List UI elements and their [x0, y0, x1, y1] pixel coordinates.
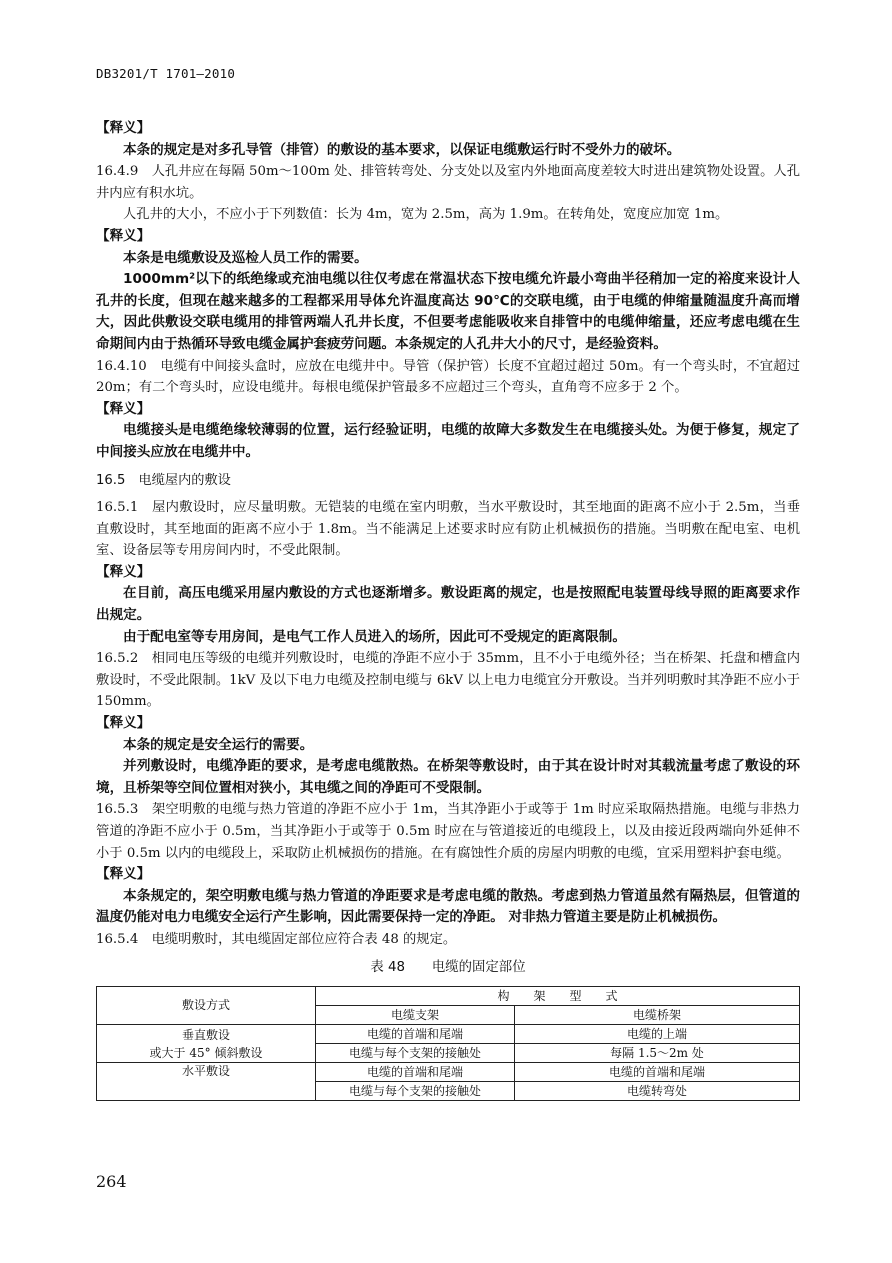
- cell-vertical-line1: 垂直敷设: [181, 1027, 230, 1042]
- table-cell: 电缆转弯处: [515, 1082, 800, 1101]
- body-paragraph: 16.5.2 相同电压等级的电缆并列敷设时，电缆的净距不应小于 35mm，且不小于电缆外径；当在桥架、托盘和槽盒内敷设时，不受此限制。1kV 及以下电力电缆及控制电缆与 6kV 以上电力电缆宜分开敷设。当并列明敷时其净距不应小于 150mm。: [96, 651, 800, 710]
- page-number: 264: [96, 1172, 127, 1191]
- body-paragraph: 并列敷设时，电缆净距的要求，是考虑电缆散热。在桥架等敷设时，由于其在设计时对其载流量考虑了敷设的环境，且桥架等空间位置相对狭小，其电缆之间的净距可不受限制。: [96, 758, 800, 796]
- table-cell: 电缆与每个支架的接触处: [316, 1044, 515, 1063]
- body-paragraph: 1000mm²以下的纸绝缘或充油电缆以往仅考虑在常温状态下按电缆允许最小弯曲半径稍加一定的裕度来设计人孔井的长度，但现在越来越多的工程都采用导体允许温度高达 90℃的交联电缆，由于电缆的伸缩量随温度升高而增大，因此供敷设交联电缆用的排管两端人孔井长度，不但要考虑能吸收来自排管中的电缆伸缩量，还应考虑电缆在生命期间内由于热循环导致电缆金属护套疲劳问题。本条规定的人孔井大小的尺寸，是经验资料。: [96, 271, 800, 352]
- cell-vertical-line2: 或大于 45° 倾斜敷设: [149, 1045, 263, 1060]
- interpretation-heading: 【释义】: [96, 563, 151, 580]
- body-paragraph: 本条是电缆敷设及巡检人员工作的需要。: [123, 249, 368, 266]
- body-paragraph: 16.5 电缆屋内的敷设: [96, 472, 231, 488]
- col-header-frame-type: 构 架 型 式: [316, 987, 800, 1006]
- cable-fixing-table: [96, 986, 800, 1101]
- col-header-cable-bracket: 电缆支架: [316, 1006, 515, 1025]
- interpretation-heading: 【释义】: [96, 400, 151, 417]
- table-cell: 电缆的首端和尾端: [316, 1025, 515, 1044]
- col-header-cable-tray: 电缆桥架: [515, 1006, 800, 1025]
- col-header-laying-method: 敷设方式: [97, 987, 316, 1025]
- body-paragraph: 本条的规定是对多孔导管（排管）的敷设的基本要求，以保证电缆敷运行时不受外力的破坏。: [123, 141, 681, 158]
- document-header-id: DB3201/T 1701—2010: [96, 66, 236, 81]
- body-paragraph: 人孔井的大小，不应小于下列数值：长为 4m，宽为 2.5m，高为 1.9m。在转角处，宽度应加宽 1m。: [123, 207, 729, 223]
- table-row: [97, 1025, 800, 1044]
- table-cell: 电缆的上端: [515, 1025, 800, 1044]
- body-paragraph: 16.5.3 架空明敷的电缆与热力管道的净距不应小于 1m，当其净距小于或等于 1m 时应采取隔热措施。电缆与非热力管道的净距不应小于 0.5m，当其净距小于或等于 0.5m 时应在与管道接近的电缆段上，以及由接近段两端向外延伸不小于 0.5m 以内的电缆段上，采取防止机械损伤的措施。在有腐蚀性介质的房屋内明敷的电缆，宜采用塑料护套电缆。: [96, 802, 800, 861]
- interpretation-heading: 【释义】: [96, 866, 151, 883]
- body-paragraph: 由于配电室等专用房间，是电气工作人员进入的场所，因此可不受规定的距离限制。: [123, 628, 626, 645]
- page-body: [96, 118, 800, 1101]
- table-header-row: [97, 987, 800, 1006]
- body-paragraph: 16.4.9 人孔井应在每隔 50m～100m 处、排管转弯处、分支处以及室内外地面高度差较大时进出建筑物处设置。人孔井内应有积水坑。: [96, 164, 800, 201]
- body-paragraph: 在目前，高压电缆采用屋内敷设的方式也逐渐增多。敷设距离的规定，也是按照配电装置母线导照的距离要求作出规定。: [96, 585, 800, 624]
- body-paragraph: 16.4.10 电缆有中间接头盒时，应放在电缆井中。导管（保护管）长度不宜超过超过 50m。有一个弯头时，不宜超过 20m；有二个弯头时，应设电缆井。每根电缆保护管最多不应超过三个弯头，直角弯不应多于 2 个。: [96, 358, 800, 396]
- interpretation-heading: 【释义】: [96, 227, 151, 244]
- interpretation-heading: 【释义】: [96, 120, 151, 136]
- table-cell: 电缆与每个支架的接触处: [316, 1082, 515, 1101]
- body-paragraph: 16.5.1 屋内敷设时，应尽量明敷。无铠装的电缆在室内明敷，当水平敷设时，其至地面的距离不应小于 2.5m，当垂直敷设时，其至地面的距离不应小于 1.8m。当不能满足上述要求时应有防止机械损伤的措施。当明敷在配电室、电机室、设备层等专用房间内时，不受此限制。: [96, 500, 800, 559]
- table-caption: 表 48 电缆的固定部位: [370, 959, 526, 975]
- cell-vertical-laying: [97, 1025, 316, 1063]
- table-cell: 电缆的首端和尾端: [515, 1063, 800, 1082]
- body-paragraph: 16.5.4 电缆明敷时，其电缆固定部位应符合表 48 的规定。: [96, 931, 457, 947]
- table-row: [97, 1063, 800, 1082]
- interpretation-heading: 【释义】: [96, 715, 151, 732]
- table-cell: 每隔 1.5～2m 处: [515, 1044, 800, 1063]
- body-paragraph: 本条的规定是安全运行的需要。: [123, 736, 314, 753]
- body-paragraph: 电缆接头是电缆绝缘较薄弱的位置，运行经验证明，电缆的故障大多数发生在电缆接头处。为便于修复，规定了中间接头应放在电缆井中。: [96, 422, 800, 460]
- cell-horizontal-laying: 水平敷设: [97, 1063, 316, 1101]
- body-paragraph: 本条规定的，架空明敷电缆与热力管道的净距要求是考虑电缆的散热。考虑到热力管道虽然有隔热层，但管道的温度仍能对电力电缆安全运行产生影响，因此需要保持一定的净距。 对非热力管道主要是防止机械损伤。: [96, 887, 800, 926]
- body-paragraphs: [96, 118, 800, 951]
- table-cell: 电缆的首端和尾端: [316, 1063, 515, 1082]
